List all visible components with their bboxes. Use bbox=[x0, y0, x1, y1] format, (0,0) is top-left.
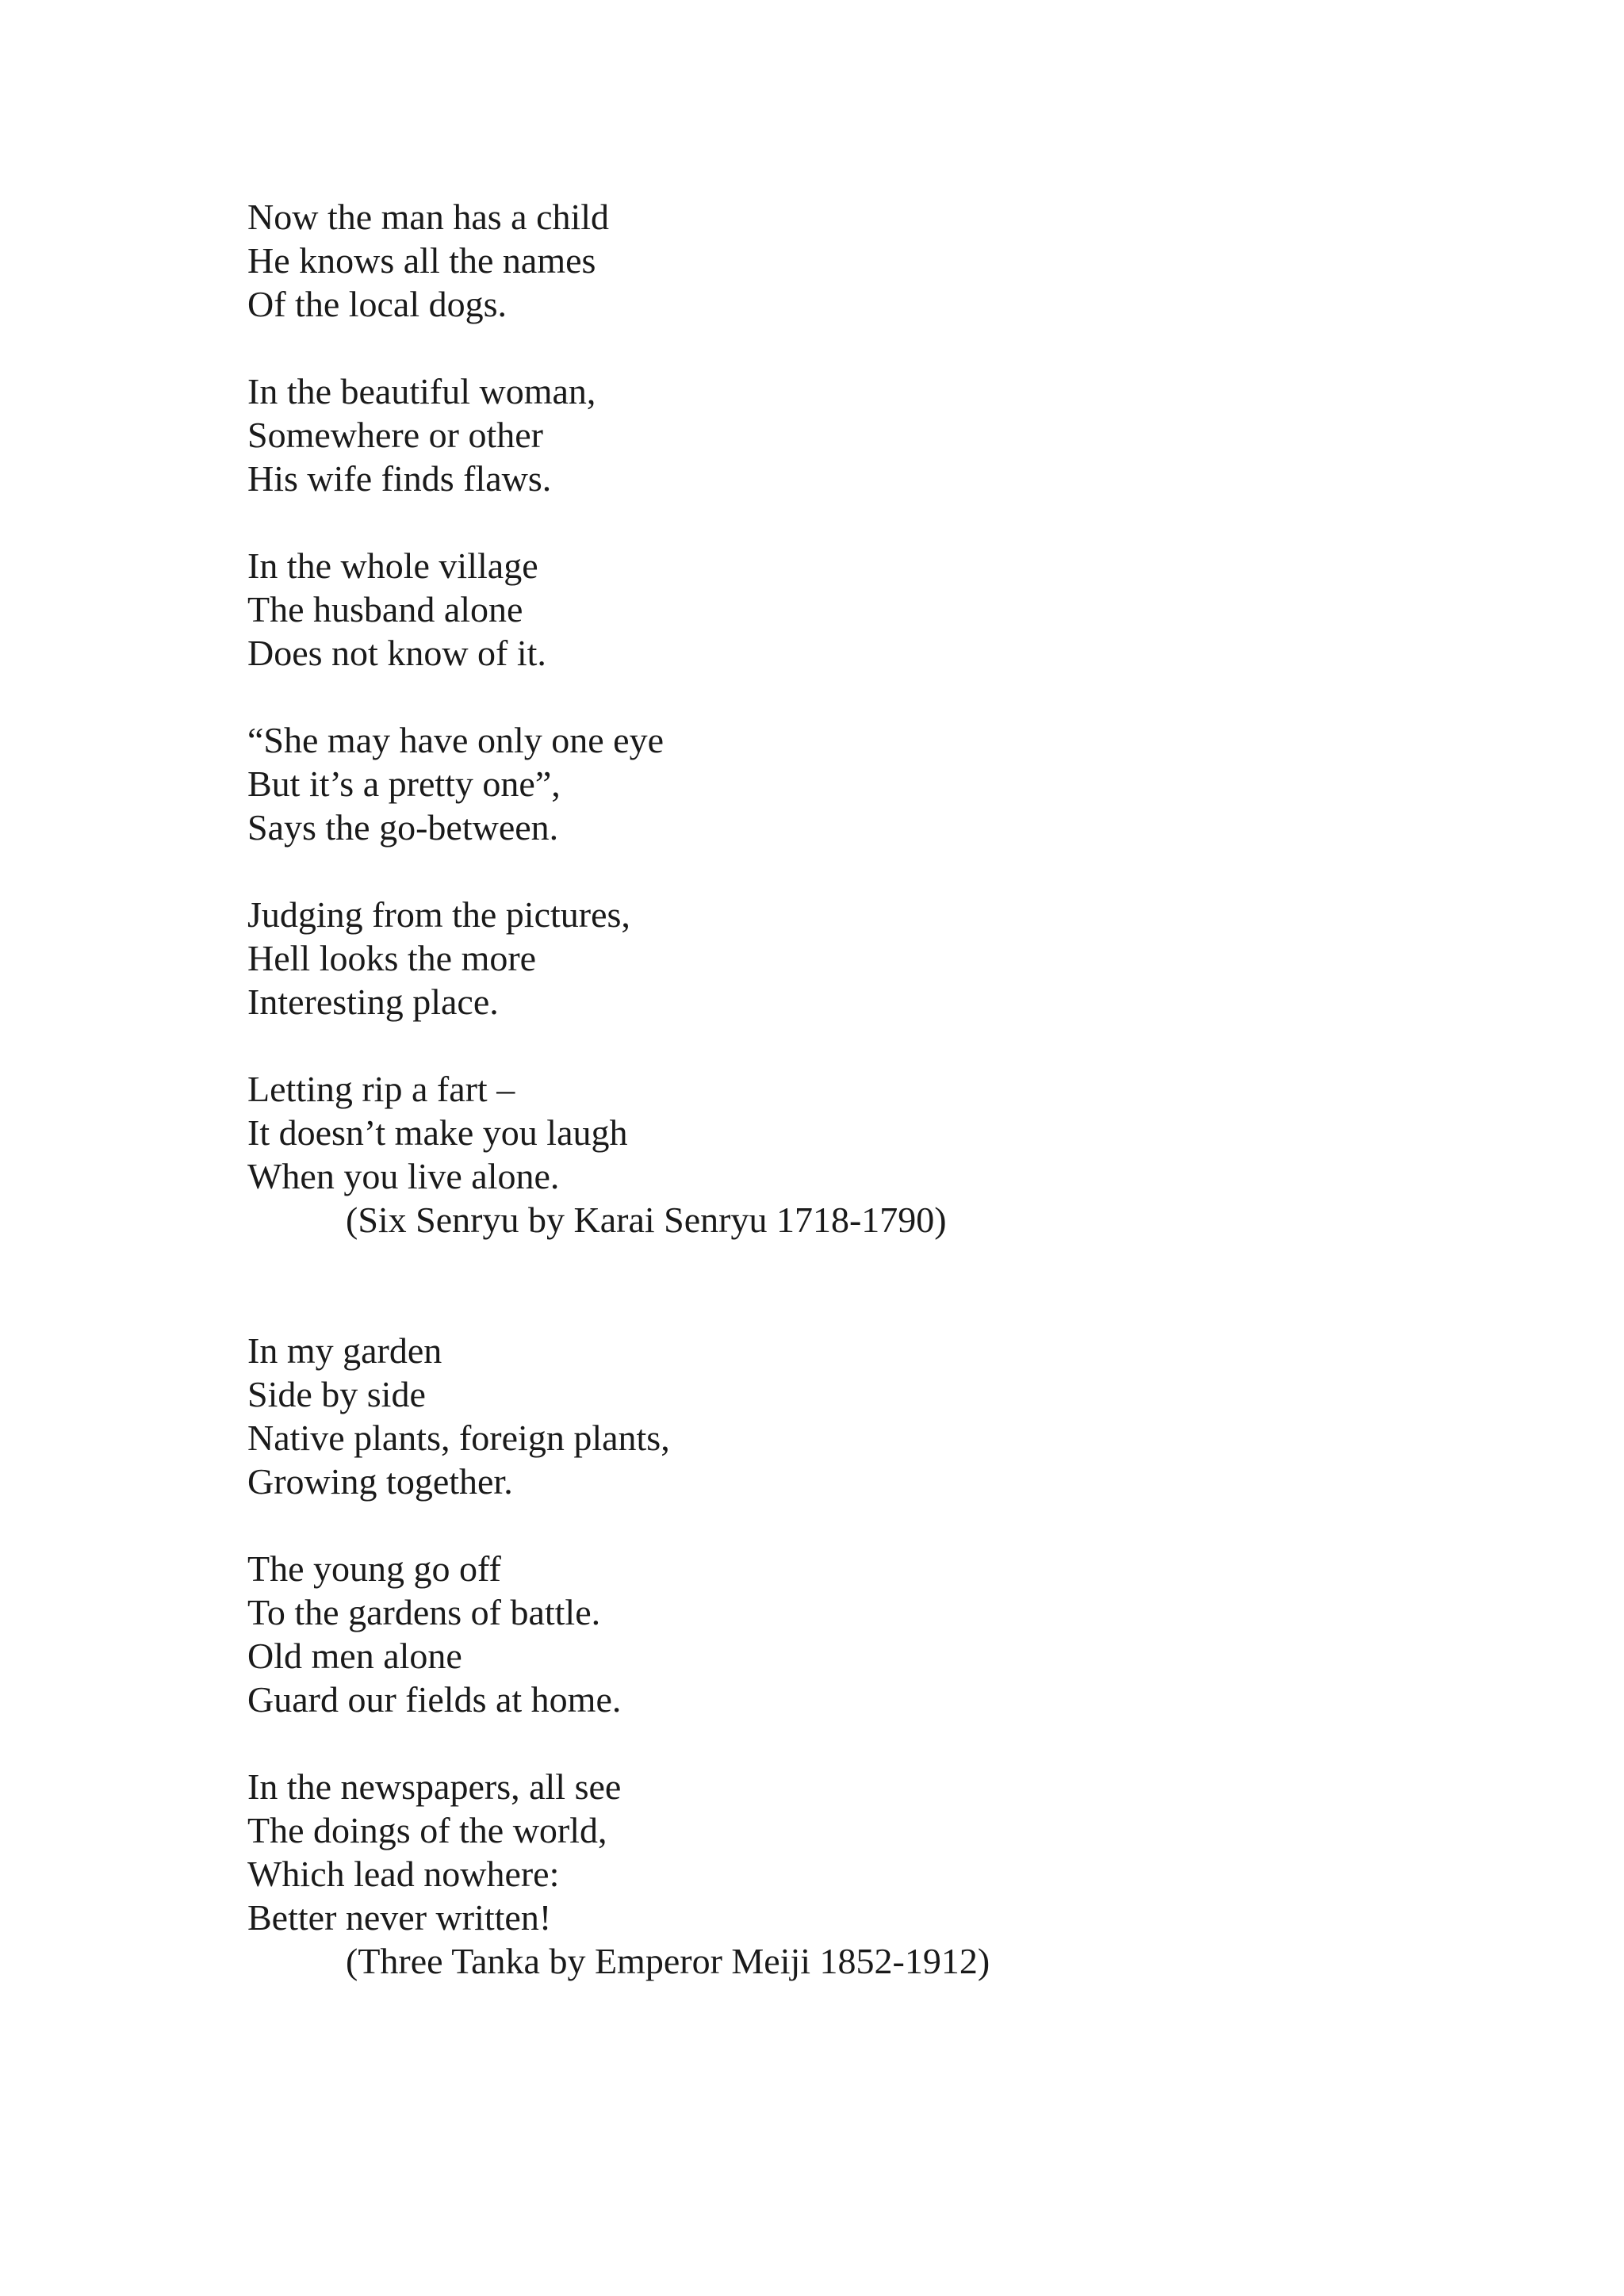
poem-line: Side by side bbox=[247, 1374, 426, 1414]
senryu-section bbox=[247, 195, 1437, 1242]
poem-line: Hell looks the more bbox=[247, 938, 537, 978]
poem-line: In my garden bbox=[247, 1330, 442, 1371]
document-page bbox=[247, 195, 1437, 1983]
poem-line: Judging from the pictures, bbox=[247, 894, 630, 935]
senryu-poem-6 bbox=[247, 1067, 1437, 1198]
poem-line: The young go off bbox=[247, 1548, 501, 1589]
poem-line: When you live alone. bbox=[247, 1156, 560, 1196]
senryu-poem-2 bbox=[247, 369, 1437, 500]
tanka-attribution: (Three Tanka by Emperor Meiji 1852-1912) bbox=[346, 1941, 990, 1981]
poem-line: The doings of the world, bbox=[247, 1810, 607, 1850]
poem-line: Better never written! bbox=[247, 1897, 552, 1938]
tanka-poem-3 bbox=[247, 1765, 1437, 1939]
poem-line: Old men alone bbox=[247, 1636, 462, 1676]
poem-line: Growing together. bbox=[247, 1461, 513, 1502]
poem-line: In the beautiful woman, bbox=[247, 371, 596, 411]
poem-line: “She may have only one eye bbox=[247, 720, 664, 760]
poem-line: Interesting place. bbox=[247, 982, 499, 1022]
poem-line: But it’s a pretty one”, bbox=[247, 763, 561, 804]
poem-line: Of the local dogs. bbox=[247, 284, 508, 324]
poem-line: Now the man has a child bbox=[247, 197, 610, 237]
poem-line: He knows all the names bbox=[247, 240, 596, 281]
poem-line: In the whole village bbox=[247, 545, 538, 586]
tanka-section bbox=[247, 1329, 1437, 1983]
poem-line: It doesn’t make you laugh bbox=[247, 1112, 628, 1153]
poem-line: Guard our fields at home. bbox=[247, 1679, 622, 1720]
poem-line: Native plants, foreign plants, bbox=[247, 1418, 670, 1458]
poem-line: Which lead nowhere: bbox=[247, 1854, 560, 1894]
tanka-poem-1 bbox=[247, 1329, 1437, 1503]
poem-line: Does not know of it. bbox=[247, 633, 546, 673]
tanka-poem-2 bbox=[247, 1547, 1437, 1721]
poem-line: In the newspapers, all see bbox=[247, 1766, 622, 1807]
senryu-poem-4 bbox=[247, 718, 1437, 849]
poem-line: Somewhere or other bbox=[247, 415, 543, 455]
poem-line: The husband alone bbox=[247, 589, 523, 629]
poem-line: Letting rip a fart – bbox=[247, 1069, 515, 1109]
senryu-poem-3 bbox=[247, 544, 1437, 675]
poem-line: To the gardens of battle. bbox=[247, 1592, 601, 1632]
senryu-attribution: (Six Senryu by Karai Senryu 1718-1790) bbox=[346, 1200, 947, 1240]
senryu-poem-1 bbox=[247, 195, 1437, 326]
senryu-poem-5 bbox=[247, 893, 1437, 1024]
poem-line: His wife finds flaws. bbox=[247, 458, 552, 499]
poem-line: Says the go-between. bbox=[247, 807, 559, 848]
